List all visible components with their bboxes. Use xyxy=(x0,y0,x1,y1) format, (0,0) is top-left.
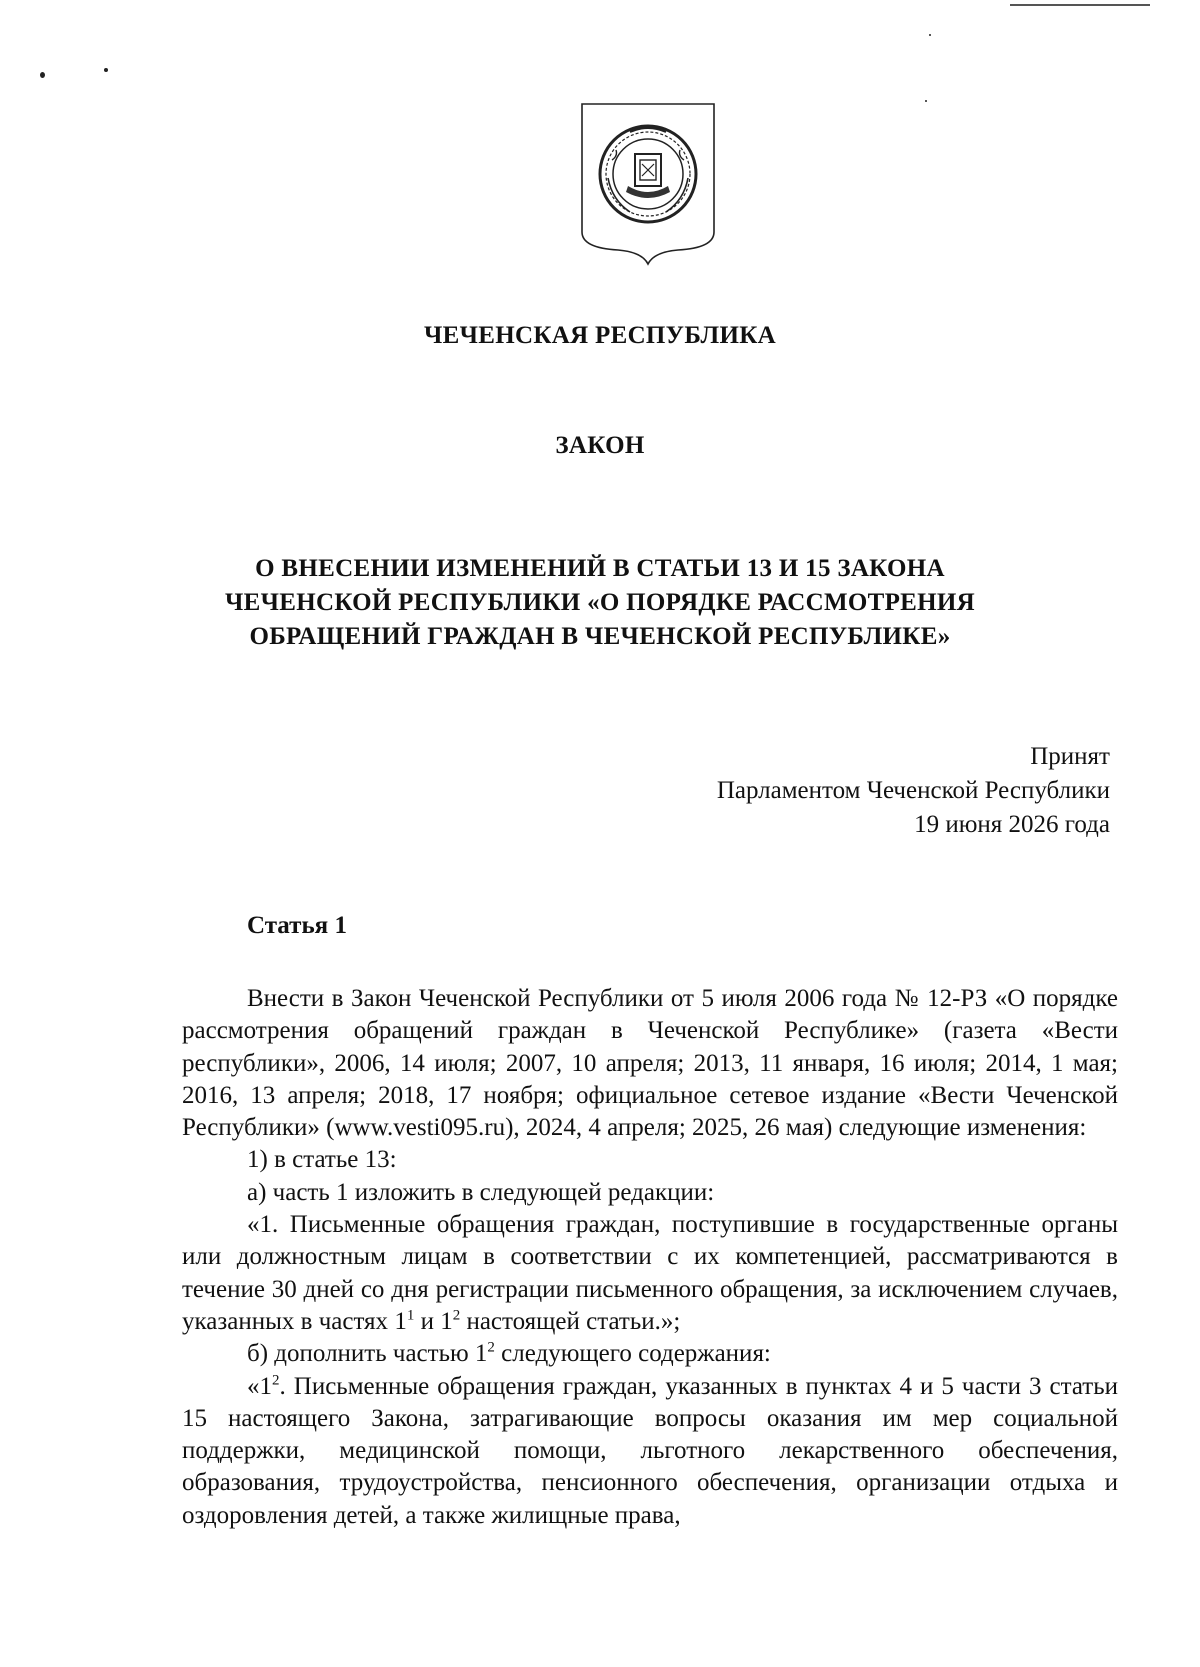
part-ref-number: 1 xyxy=(440,1307,453,1335)
article-body xyxy=(182,983,1118,1532)
top-edge-line xyxy=(1010,4,1150,6)
article-intro: Внести в Закон Чеченской Республики от 5 июля 2006 года № 12-РЗ «О порядке рассмотрения обращений граждан в Чеченской Республике» (газета «Вести республики», 2006, 14 июля; 2007, 10 апреля; 2013, 11 января, 16 июля; 2014, 1 мая; 2016, 13 апреля; 2018, 17 ноября; официальное сетевое издание «Вести Чеченской Республики» (www.vesti095.ru), 2024, 4 апреля; 2025, 26 мая) следующие изменения: xyxy=(182,985,1118,1142)
scan-speck xyxy=(929,34,931,36)
scan-speck xyxy=(40,72,45,78)
part-1-text: «1. Письменные обращения граждан, поступившие в государственные органы или должностным лицам в соответствии с их компетенцией, рассматриваются в течение 30 дней со дня регистрации письменного обращения, за исключением случаев, указанных в частях xyxy=(182,1211,1118,1335)
conjunction: и xyxy=(414,1307,441,1335)
part-1-new-text xyxy=(182,1209,1118,1338)
part-1-2-new-text xyxy=(182,1371,1118,1532)
scan-speck xyxy=(925,100,927,102)
law-title-line: ЧЕЧЕНСКОЙ РЕСПУБЛИКИ «О ПОРЯДКЕ РАССМОТРЕНИЯ xyxy=(224,589,975,616)
adoption-status: Принят xyxy=(1030,743,1110,770)
part-1-2-text: . Письменные обращения граждан, указанных в пунктах 4 и 5 части 3 статьи 15 настоящего Закона, затрагивающие вопросы оказания им мер социальной поддержки, медицинской помощи, льготного лекарственного обеспечения, образования, трудоустройства, пенсионного обеспечения, организации отдыха и оздоровления детей, а также жилищные права, xyxy=(182,1372,1118,1529)
part-ref-superscript: 2 xyxy=(487,1339,495,1356)
part-number: «1 xyxy=(247,1372,272,1400)
coat-of-arms-emblem xyxy=(578,100,718,266)
amendment-subitem-b xyxy=(182,1338,1118,1370)
law-title-line: ОБРАЩЕНИЙ ГРАЖДАН В ЧЕЧЕНСКОЙ РЕСПУБЛИКЕ» xyxy=(249,623,951,650)
amendment-subitem-a: а) часть 1 изложить в следующей редакции: xyxy=(247,1178,715,1206)
adoption-date: 19 июня 2026 года xyxy=(914,811,1110,838)
subitem-b-text: б) дополнить частью xyxy=(247,1340,475,1368)
part-number-superscript: 2 xyxy=(272,1372,280,1389)
article-heading: Статья 1 xyxy=(247,912,347,939)
part-ref-superscript: 2 xyxy=(452,1307,461,1324)
adoption-body: Парламентом Чеченской Республики xyxy=(716,777,1110,804)
part-ref-superscript: 1 xyxy=(406,1307,415,1324)
part-ref-number: 1 xyxy=(474,1340,488,1368)
region-title: ЧЕЧЕНСКАЯ РЕСПУБЛИКА xyxy=(424,322,776,349)
law-title xyxy=(0,552,1200,654)
part-ref-number: 1 xyxy=(394,1307,407,1335)
part-1-text-end: настоящей статьи.»; xyxy=(460,1307,681,1335)
document-type: ЗАКОН xyxy=(555,432,645,459)
law-title-line: О ВНЕСЕНИИ ИЗМЕНЕНИЙ В СТАТЬИ 13 И 15 ЗАКОНА xyxy=(255,555,945,582)
scan-speck xyxy=(104,68,108,72)
amendment-item-1: 1) в статье 13: xyxy=(247,1146,397,1174)
subitem-b-text-end: следующего содержания: xyxy=(494,1340,771,1368)
adoption-block xyxy=(717,740,1110,842)
